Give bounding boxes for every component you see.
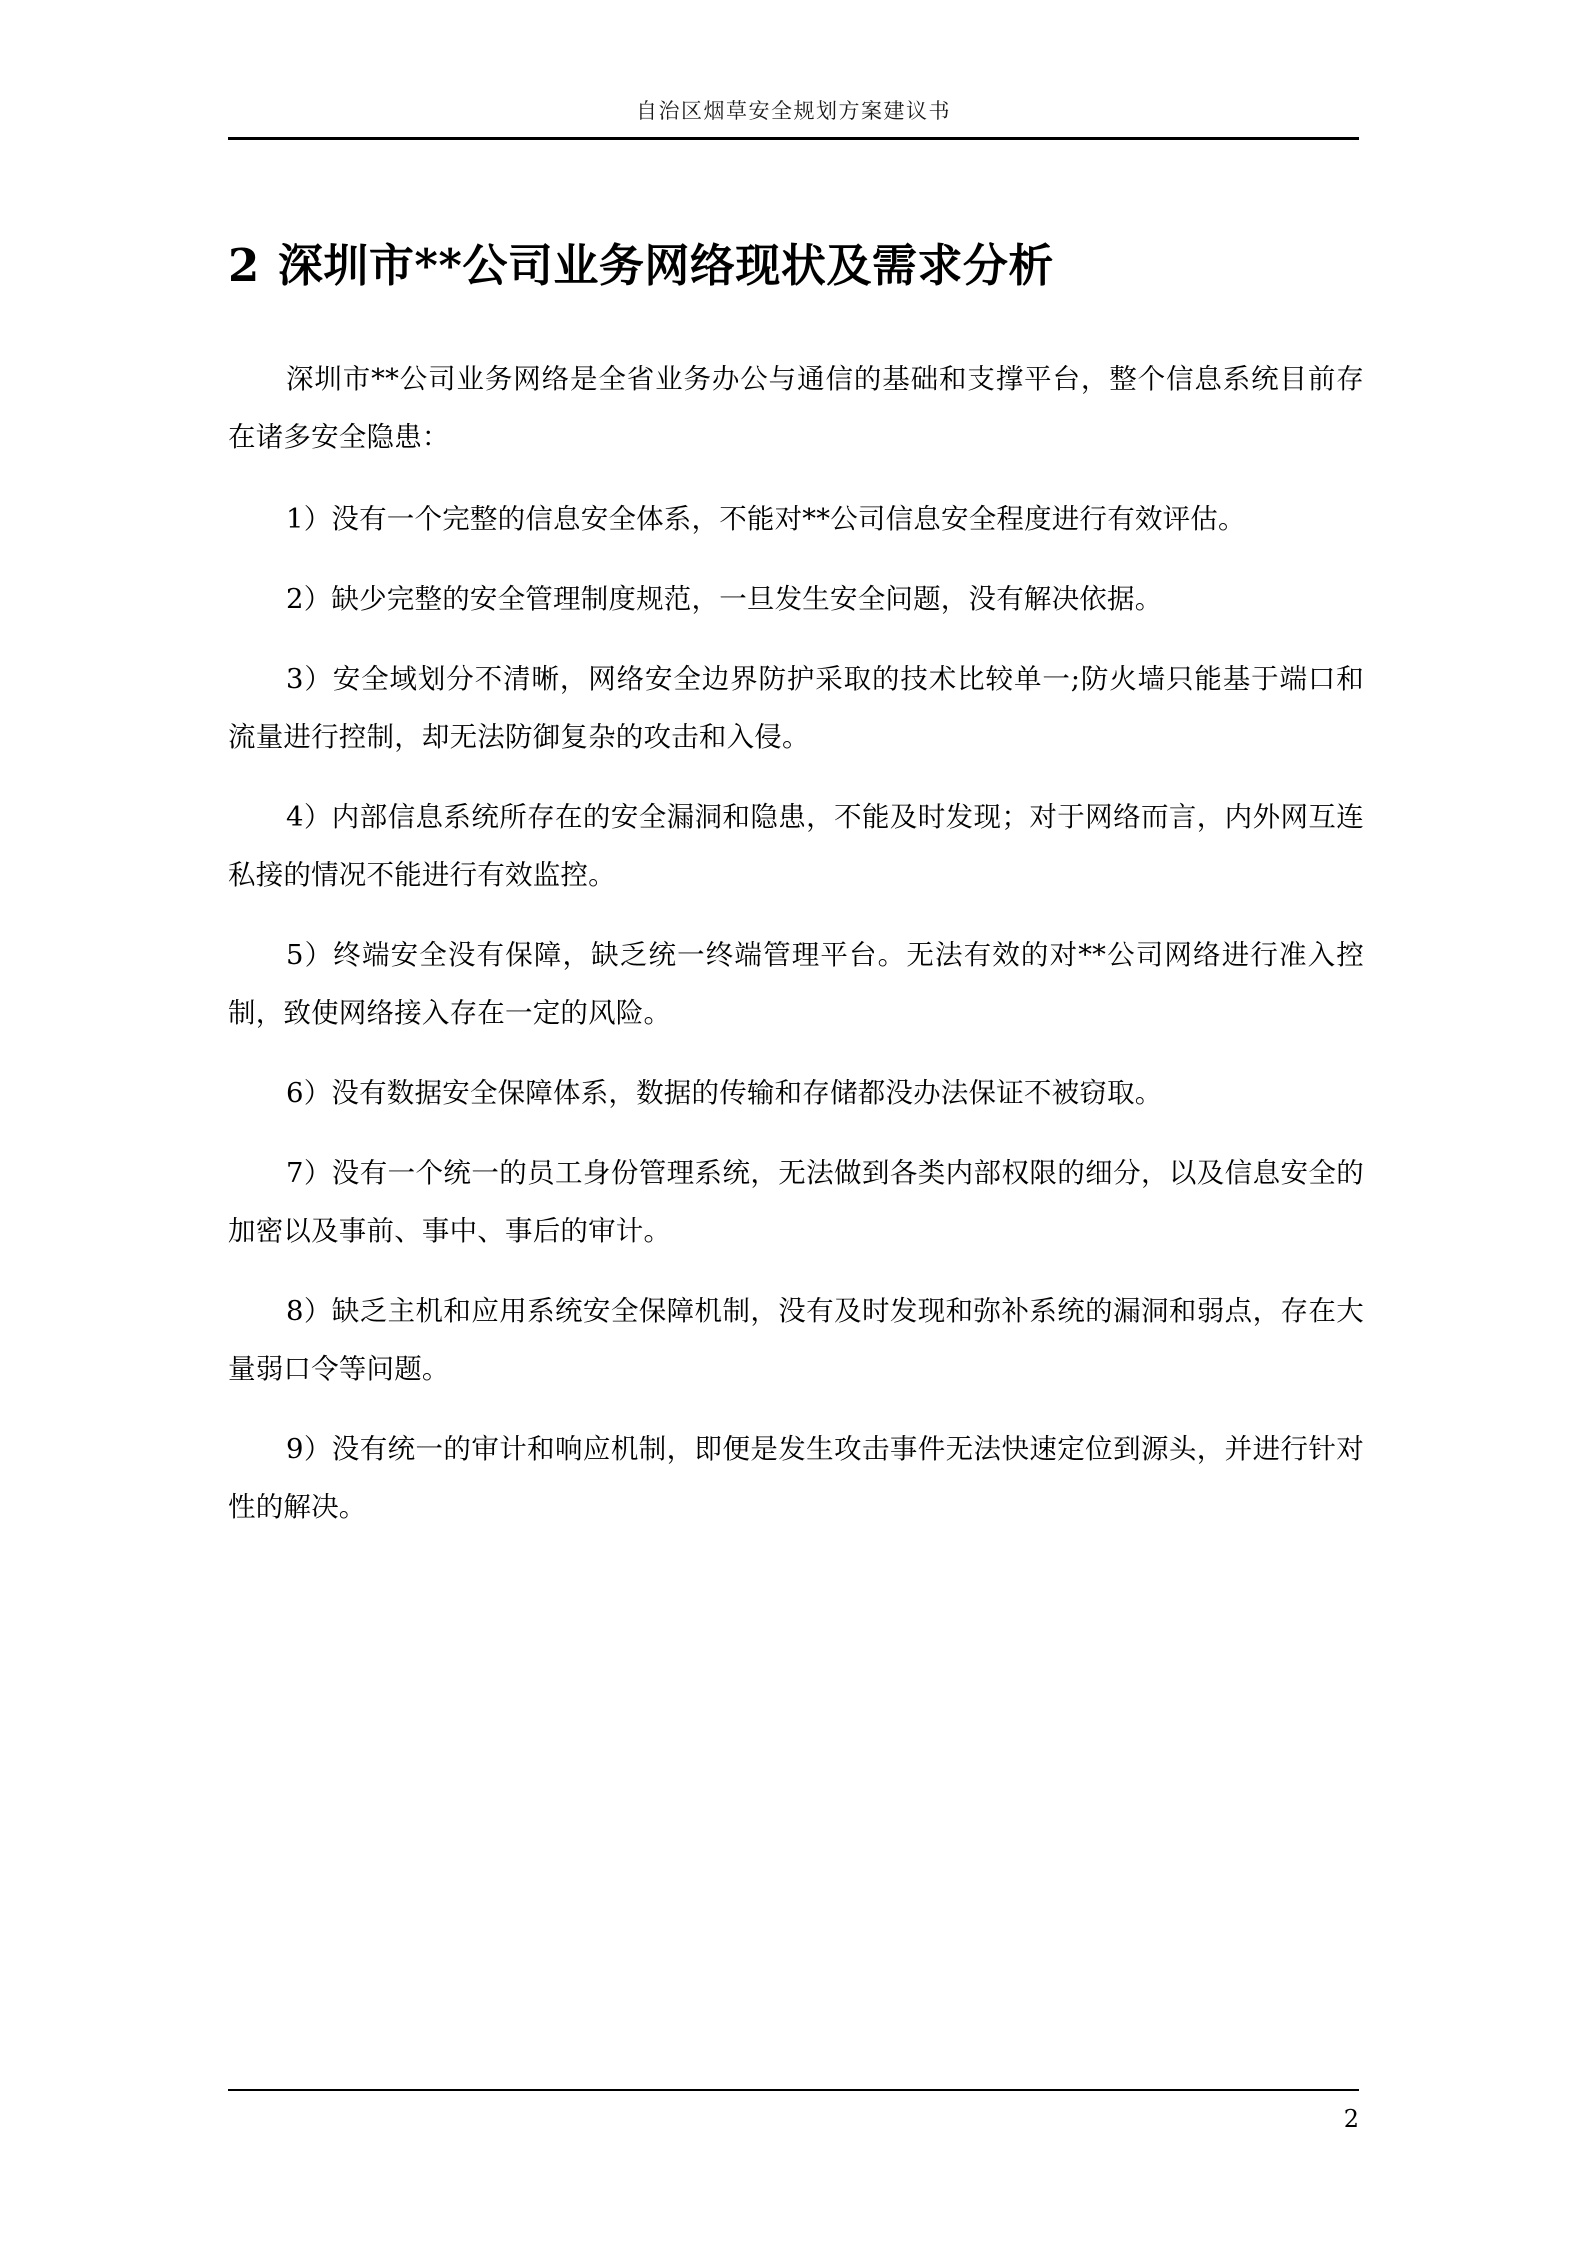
list-item: 6）没有数据安全保障体系，数据的传输和存储都没办法保证不被窃取。 [286, 1077, 1163, 1109]
page-footer [228, 2089, 1359, 2149]
page-header [228, 96, 1359, 148]
heading-number: 2 [228, 239, 260, 292]
document-content [228, 236, 1364, 1558]
list-item: 5）终端安全没有保障，缺乏统一终端管理平台。无法有效的对**公司网络进行准入控制，致使网络接入存在一定的风险。 [228, 939, 1364, 1029]
header-title: 自治区烟草安全规划方案建议书 [636, 99, 951, 123]
list-item: 2）缺少完整的安全管理制度规范，一旦发生安全问题，没有解决依据。 [286, 583, 1163, 615]
page-number: 2 [1343, 2105, 1359, 2133]
list-item: 7）没有一个统一的员工身份管理系统，无法做到各类内部权限的细分，以及信息安全的加密以及事前、事中、事后的审计。 [228, 1157, 1364, 1247]
heading-text: 深圳市**公司业务网络现状及需求分析 [277, 239, 1054, 292]
list-item: 1）没有一个完整的信息安全体系，不能对**公司信息安全程度进行有效评估。 [286, 503, 1246, 535]
list-item: 4）内部信息系统所存在的安全漏洞和隐患，不能及时发现；对于网络而言，内外网互连私接的情况不能进行有效监控。 [228, 801, 1364, 891]
list-item: 9）没有统一的审计和响应机制，即便是发生攻击事件无法快速定位到源头，并进行针对性的解决。 [228, 1433, 1364, 1523]
header-divider [228, 137, 1359, 140]
footer-divider [228, 2089, 1359, 2091]
list-item: 8）缺乏主机和应用系统安全保障机制，没有及时发现和弥补系统的漏洞和弱点，存在大量弱口令等问题。 [228, 1295, 1364, 1385]
intro-paragraph: 深圳市**公司业务网络是全省业务办公与通信的基础和支撑平台，整个信息系统目前存在诸多安全隐患： [228, 363, 1364, 453]
list-item: 3）安全域划分不清晰，网络安全边界防护采取的技术比较单一;防火墙只能基于端口和流量进行控制，却无法防御复杂的攻击和入侵。 [228, 663, 1364, 753]
page-title [228, 236, 1364, 296]
